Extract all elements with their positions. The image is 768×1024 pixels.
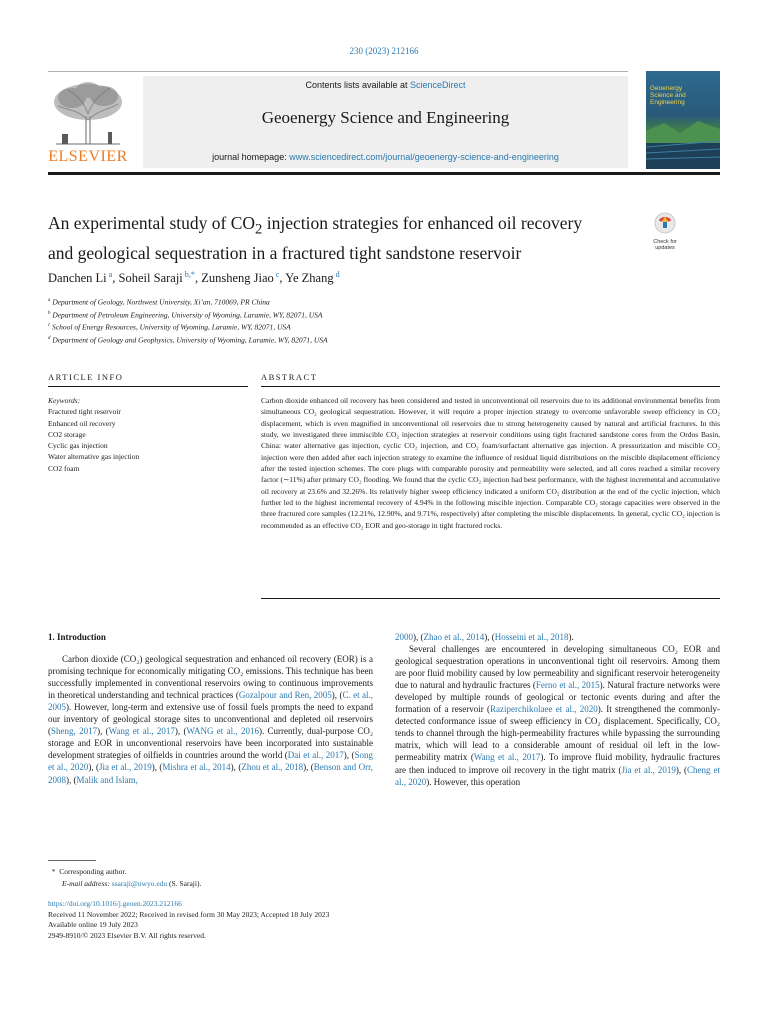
section-heading: 1. Introduction [48, 632, 106, 642]
keywords-heading: Keywords: [48, 396, 81, 405]
publisher-logo-text: ELSEVIER [48, 148, 128, 165]
citation-link[interactable]: Wang et al., 2017 [473, 752, 541, 763]
author-list: Danchen Li $^a$, Soheil Saraji $^{b,*}$, Zunsheng Jiao $^c$, Ye Zhang $^d$ [48, 270, 340, 286]
affiliation-marker: d [48, 335, 51, 341]
citation-link[interactable]: Ferno et al., 2015 [535, 680, 600, 691]
citation-link[interactable]: Mishra et al., 2014 [162, 762, 231, 773]
paragraph-text: ). To improve fluid mobility, hydraulic fractures are then induced to improve oil recovery in the tight matrix ( [395, 752, 721, 775]
contents-prefix: Contents lists available at [305, 80, 411, 90]
email-label: E-mail address: [62, 879, 112, 888]
citation-link[interactable]: Cheng et al., 2020 [395, 764, 720, 787]
author-affiliation-marker[interactable]: d [333, 270, 340, 279]
citation-link[interactable]: Zhou et al., 2018 [241, 762, 304, 773]
title-part: injection strategies for enhanced oil recovery [262, 213, 583, 233]
affiliation-marker: b [48, 310, 51, 316]
header-bottom-rule [48, 172, 720, 175]
paragraph-text: ), ( [97, 726, 109, 737]
title-part: and geological sequestration in a fractured tight sandstone reservoir [48, 242, 522, 263]
citation-link[interactable]: Wang et al., 2017 [108, 726, 175, 737]
affiliation-item [48, 333, 328, 346]
doi-link[interactable]: https://doi.org/10.1016/j.geoen.2023.212166 [48, 899, 182, 908]
affiliation-marker: c [48, 323, 51, 328]
citation-link[interactable]: Song et al., 2020 [48, 750, 373, 773]
cover-artwork [646, 113, 720, 169]
citation-link[interactable]: Zhao et al., 2014 [423, 632, 485, 642]
citation-link[interactable]: Gozalpour and Ren, 2005 [238, 690, 332, 701]
title-part: An experimental study of CO [48, 213, 256, 233]
keywords-block [48, 395, 139, 474]
copyright: 2949-8910/© 2023 Elsevier B.V. All rights reserved. [48, 930, 206, 940]
author-name[interactable]: Ye Zhang [285, 271, 334, 286]
author-affiliation-marker[interactable]: b,* [182, 270, 195, 279]
affiliation-item [48, 295, 328, 308]
check-updates-label: Check for updates [653, 239, 677, 251]
cover-title [650, 85, 686, 106]
paragraph-text: ), ( [331, 690, 343, 701]
keyword-item[interactable]: Cyclic gas injection [48, 441, 108, 451]
keyword-item[interactable]: Water alternative gas injection [48, 452, 140, 462]
citation-link[interactable]: Malik and Islam, [76, 774, 138, 785]
paragraph-text: ), ( [303, 762, 314, 773]
citation-link[interactable]: 2000 [395, 632, 413, 642]
paragraph [48, 653, 373, 786]
keyword-item[interactable]: Fractured tight reservoir [48, 407, 121, 417]
cover-line: Engineering [650, 99, 685, 106]
paragraph-text: ), ( [413, 632, 424, 642]
affiliation-item [48, 308, 328, 321]
paragraph-text: ), ( [230, 762, 242, 773]
paragraph-text: ), ( [343, 750, 355, 761]
paragraph-text: ), ( [484, 632, 495, 642]
author-affiliation-marker[interactable]: c [273, 270, 280, 279]
paragraph-text: ). It strengthened the commonly-detected conformance issue of sweep efficiency in CO₂ displacement. Specifically, CO₂ tends to channel through the high-permeability fractures while bypassing the surrounding matrix, which will lead to a considerable amount of residual oil left in the low-permeability matrix ( [395, 704, 720, 763]
paragraph-text: ). [568, 632, 574, 642]
affiliation-marker: a [48, 298, 51, 303]
body-right-column [395, 631, 720, 788]
footnote-rule [48, 860, 96, 861]
citation-link[interactable]: Dai et al., 2017 [287, 750, 344, 761]
corresponding-author-note: * Corresponding author. [48, 867, 127, 876]
abstract-text: Carbon dioxide enhanced oil recovery has been considered and tested in unconventional oil reservoirs due to its additional environmental benefits from simultaneous CO₂ geological sequestration. However, it will require a proper injection strategy to overcome unfavorable sweep efficiency in CO₂ displacement, which is even magnified in unconventional oil reservoirs due to strong heterogeneity caused by natural and artificial fractures. In this study, we investigated three immiscible CO₂ injection strategies at reservoir conditions using tight fractured sandstone cores from the Ordos Basin, China: water alternative gas injection, cyclic CO₂ injection, and CO₂ foam/surfactant alternative gas injection. A pressurization and miscible CO₂ injection were then added after each injection strategy to examine the influence of residual liquid distributions on the miscible displacement efficiency after the tested injection schemes. The core plugs with comparable porosity and permeability were selected, and all cores reached a similar recovery factor (∼11%) after primary CO₂ flooding. We found that the cyclic CO₂ injection had best performance, with the highest incremental and accumulative oil recovery at 23.6% and 32.26%. Its relatively higher sweep efficiency indicated a uniform CO₂ distribution at the end of the cyclic injection, which further led to the highest incremental recovery of 4.94% in the following miscible injection. Comparable CO₂ storage capacities were observed in the three fractured core samples (12.21%, 12.90%, and 9.71%, respectively) after completing the miscible displacements. In general, cyclic CO₂ injection is recommended as an effective CO₂ EOR and geo-storage in tight fractured rocks. [261, 396, 720, 530]
affiliation-text: School of Energy Resources, University of Wyoming, Laramie, WY, 82071, USA [50, 322, 291, 332]
paragraph-text: ), ( [151, 762, 163, 773]
paragraph [395, 643, 720, 788]
check-updates-icon [654, 212, 676, 234]
citation-link[interactable]: Hosseini et al., 2018 [494, 632, 569, 642]
keyword-item[interactable]: Enhanced oil recovery [48, 418, 116, 428]
affiliation-text: Department of Petroleum Engineering, University of Wyoming, Laramie, WY, 82071, USA [50, 310, 323, 319]
email-suffix: (S. Saraji). [167, 879, 202, 888]
paragraph-text: ), ( [675, 764, 688, 775]
homepage-prefix: journal homepage: [212, 152, 290, 162]
affiliation-item [48, 320, 328, 333]
citation-link[interactable]: Sheng, 2017 [51, 726, 98, 737]
paper-title [48, 212, 618, 265]
citation-link[interactable]: Raziperchikolaee et al., 2020 [490, 704, 598, 715]
paragraph-text: ). Natural fracture networks were developed by multiple rounds of geological or tectonic events during and after the formation of a reservoir ( [395, 680, 720, 715]
contents-line [143, 80, 628, 90]
journal-cover-thumbnail[interactable] [646, 71, 720, 169]
paragraph-text: ), ( [174, 726, 187, 737]
paragraph-text: Several challenges are encountered in developing simultaneous CO₂ EOR and geological sequestration operations in unconventional tight oil reservoirs. Among them are poor fluid mobility caused by low permeability and significant reservoir heterogeneity due to natural and hydraulic fractures ( [395, 644, 720, 691]
citation-link[interactable]: Benson and Orr, 2008 [48, 762, 373, 785]
received-dates: Received 11 November 2022; Received in revised form 30 May 2023; Accepted 18 July 2023 [48, 909, 330, 919]
keyword-item[interactable]: CO2 foam [48, 463, 80, 473]
paragraph-text: ). However, long-term and extensive use of fossil fuels prompts the need to expand our inventory of geological storage sites to unconventional and depleted oil reservoirs ( [48, 702, 373, 737]
citation-link[interactable]: WANG et al., 2016 [186, 726, 259, 737]
author-name[interactable]: Danchen Li [48, 271, 107, 286]
journal-homepage-link[interactable]: www.sciencedirect.com/journal/geoenergy-science-and-engineering [289, 152, 559, 162]
cover-line: Geoenergy [650, 85, 683, 92]
paragraph-text: Carbon dioxide (CO₂) geological sequestration and enhanced oil recovery (EOR) is a promising technique for economically mitigating CO₂ emissions. This technique has been successfully implemented in conventional reservoirs owing to continuous improvements in theoretical understanding and technical practices ( [48, 654, 373, 701]
available-online: Available online 19 July 2023 [48, 920, 138, 930]
cover-line: Science and [650, 92, 686, 99]
abstract-rule [261, 386, 720, 387]
keyword-item[interactable]: CO2 storage [48, 429, 86, 439]
corresponding-text: Corresponding author. [59, 867, 127, 876]
journal-title: Geoenergy Science and Engineering [261, 108, 510, 127]
paragraph [395, 631, 720, 643]
affiliation-text: Department of Geology, Northwest University, Xi’an, 710069, PR China [50, 297, 270, 307]
abstract-bottom-rule [261, 598, 720, 599]
affiliation-text: Department of Geology and Geophysics, University of Wyoming, Laramie, WY, 82071, USA [50, 335, 328, 344]
author-name[interactable]: Zunsheng Jiao [201, 271, 274, 286]
body-left-column [48, 631, 373, 786]
publication-info [48, 899, 329, 941]
keywords-list [48, 406, 139, 474]
author-name[interactable]: Soheil Saraji [118, 271, 183, 286]
sciencedirect-link[interactable]: ScienceDirect [410, 80, 466, 90]
citation-link[interactable]: Jia et al., 2019 [621, 764, 676, 775]
email-link[interactable]: ssaraji@uwyo.edu [111, 879, 168, 888]
paragraph-text: ). However, this operation [426, 776, 521, 787]
journal-citation[interactable]: 230 (2023) 212166 [349, 46, 419, 56]
article-info-heading: ARTICLE INFO [48, 372, 124, 382]
citation-link[interactable]: Jia et al., 2019 [99, 762, 152, 773]
abstract-heading: ABSTRACT [261, 372, 318, 382]
paragraph-text: ), ( [66, 774, 77, 785]
affiliation-list [48, 295, 328, 345]
footnotes [48, 866, 201, 890]
author-affiliation-marker[interactable]: a [106, 270, 113, 279]
paragraph-text: ). Currently, dual-purpose CO₂ storage and EOR in unconventional reservoirs have been incorporated into sustainable development strategies of oilfields in countries around the world ( [48, 726, 373, 761]
header-top-rule [48, 71, 628, 72]
citation-link[interactable]: C. et al., 2005 [48, 690, 374, 713]
email-note [48, 878, 201, 890]
journal-homepage-line [143, 152, 628, 162]
check-for-updates-badge[interactable] [645, 212, 685, 252]
article-info-rule [48, 386, 248, 387]
paragraph-text: ), ( [88, 762, 99, 773]
title-subscript: 2 [255, 221, 263, 238]
